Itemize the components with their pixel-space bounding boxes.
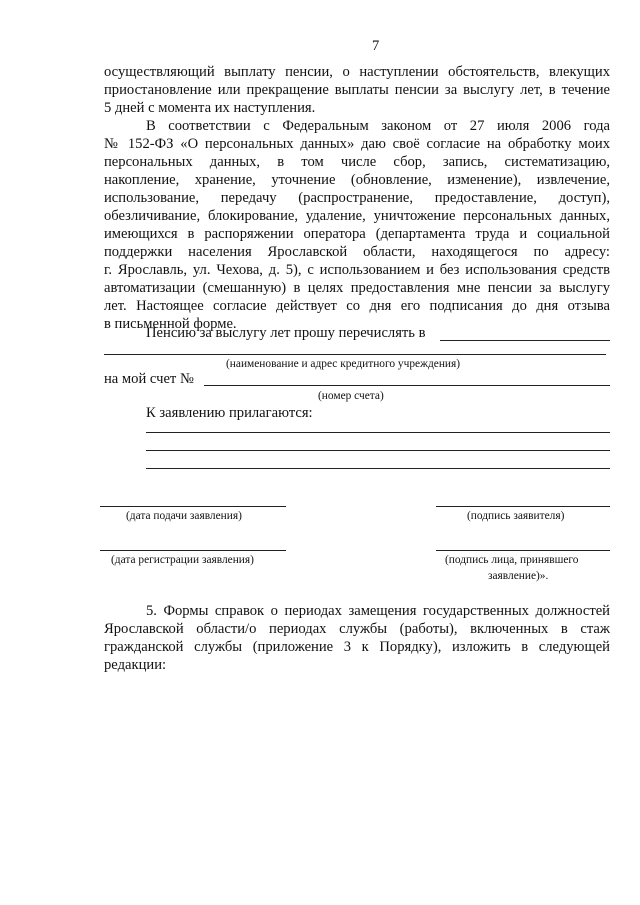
submission-date-caption: (дата подачи заявления) bbox=[126, 510, 242, 522]
consent-line: в письменной форме. bbox=[104, 316, 237, 332]
consent-line: поддержки населения Ярославской области, находящегося по адресу: bbox=[104, 244, 610, 260]
account-label: на мой счет № bbox=[104, 371, 194, 387]
applicant-signature-line[interactable] bbox=[436, 506, 610, 507]
section-5-line: гражданской службы (приложение 3 к Порядку), изложить в следующей bbox=[104, 639, 610, 655]
receiver-signature-caption: (подпись лица, принявшего bbox=[445, 554, 579, 566]
consent-line: накопление, хранение, уточнение (обновление, изменение), извлечение, bbox=[104, 172, 610, 188]
account-field-line[interactable] bbox=[204, 385, 610, 386]
consent-line: имеющихся в распоряжении оператора (департамента труда и социальной bbox=[104, 226, 610, 242]
paragraph-line: осуществляющий выплату пенсии, о наступлении обстоятельств, влекущих bbox=[104, 64, 610, 80]
consent-line: В соответствии с Федеральным законом от 27 июля 2006 года bbox=[146, 118, 610, 134]
consent-line: г. Ярославль, ул. Чехова, д. 5), с использованием и без использования средств bbox=[104, 262, 610, 278]
section-5-line: Ярославской области/о периодах службы (работы), включенных в стаж bbox=[104, 621, 610, 637]
receiver-signature-caption-2: заявление)». bbox=[488, 570, 549, 582]
paragraph-line: 5 дней с момента их наступления. bbox=[104, 100, 316, 116]
applicant-signature-caption: (подпись заявителя) bbox=[467, 510, 565, 522]
section-5-line: редакции: bbox=[104, 657, 167, 673]
account-caption: (номер счета) bbox=[318, 390, 384, 402]
registration-date-line[interactable] bbox=[100, 550, 286, 551]
submission-date-line[interactable] bbox=[100, 506, 286, 507]
consent-line: использование, передачу (распространение, предоставление, доступ), bbox=[104, 190, 610, 206]
consent-line: № 152-ФЗ «О персональных данных» даю своё согласие на обработку моих bbox=[104, 136, 610, 152]
pension-transfer-label: Пенсию за выслугу лет прошу перечислять в bbox=[146, 325, 426, 341]
bank-field-line[interactable] bbox=[440, 340, 610, 341]
paragraph-line: приостановление или прекращение выплаты пенсии за выслугу лет, в течение bbox=[104, 82, 610, 98]
registration-date-caption: (дата регистрации заявления) bbox=[111, 554, 254, 566]
consent-line: персональных данных, в том числе сбор, запись, систематизацию, bbox=[104, 154, 610, 170]
attachments-label: К заявлению прилагаются: bbox=[146, 405, 313, 421]
bank-field-line-2[interactable] bbox=[104, 354, 606, 355]
consent-line: автоматизации (смешанную) в целях предоставления мне пенсии за выслугу bbox=[104, 280, 610, 296]
attachment-line[interactable] bbox=[146, 432, 610, 433]
attachment-line[interactable] bbox=[146, 450, 610, 451]
attachment-line[interactable] bbox=[146, 468, 610, 469]
bank-caption: (наименование и адрес кредитного учреждения) bbox=[226, 358, 461, 370]
receiver-signature-line[interactable] bbox=[436, 550, 610, 551]
page-number: 7 bbox=[372, 38, 380, 54]
section-5-line: 5. Формы справок о периодах замещения государственных должностей bbox=[146, 603, 610, 619]
consent-line: обезличивание, блокирование, удаление, уничтожение персональных данных, bbox=[104, 208, 610, 224]
consent-line: лет. Настоящее согласие действует со дня его подписания до дня отзыва bbox=[104, 298, 610, 314]
